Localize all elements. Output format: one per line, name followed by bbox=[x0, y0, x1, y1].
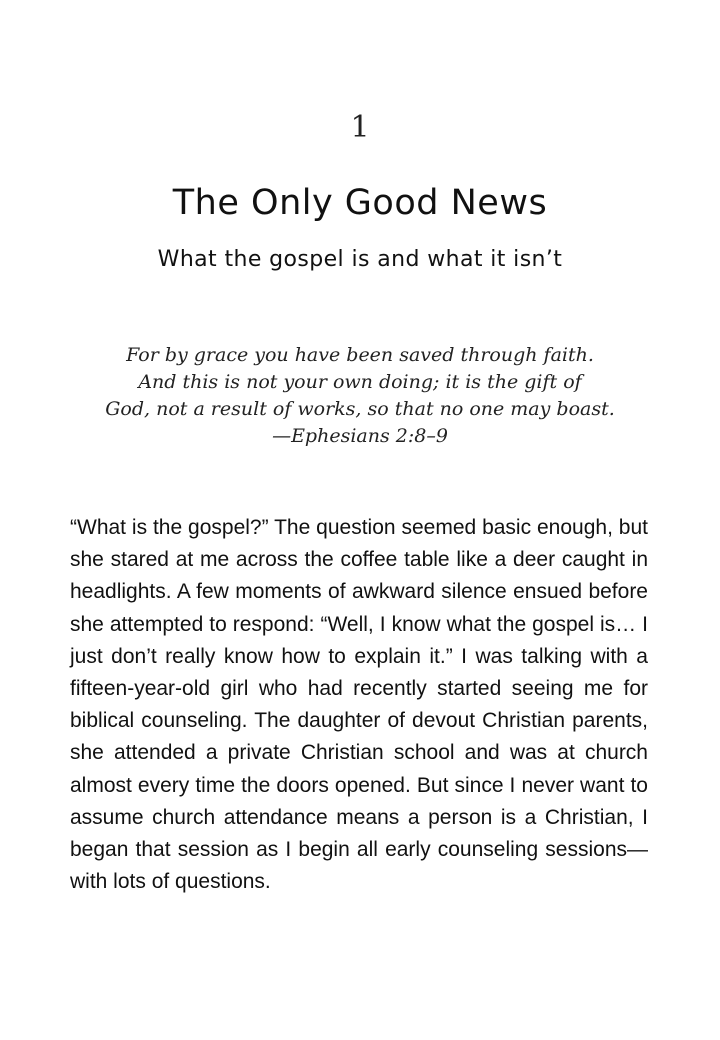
epigraph-line: God, not a result of works, so that no one may boast. bbox=[105, 398, 615, 420]
chapter-number: 1 bbox=[350, 110, 370, 145]
epigraph-line: For by grace you have been saved through faith. bbox=[126, 344, 594, 366]
chapter-subtitle: What the gospel is and what it isn’t bbox=[157, 247, 563, 272]
body-paragraph: “What is the gospel?” The question seemed basic enough, but she stared at me across the coffee table like a deer caught in headlights. A few moments of awkward silence ensued before she attempted to respond: “Well, I know what the gospel is… I just don’t really know how to explain it.” I was talking with a fifteen-year-old girl who had recently started seeing me for biblical counseling. The daughter of devout Christian parents, she attended a private Christian school and was at church almost every time the doors opened. But since I never want to assume church attendance means a person is a Christian, I began that session as I begin all early counseling sessions—with lots of questions. bbox=[70, 516, 648, 894]
chapter-title: The Only Good News bbox=[172, 183, 548, 223]
epigraph-line: And this is not your own doing; it is the gift of bbox=[138, 371, 582, 393]
epigraph bbox=[100, 342, 620, 450]
epigraph-citation: —Ephesians 2:8–9 bbox=[272, 425, 448, 447]
